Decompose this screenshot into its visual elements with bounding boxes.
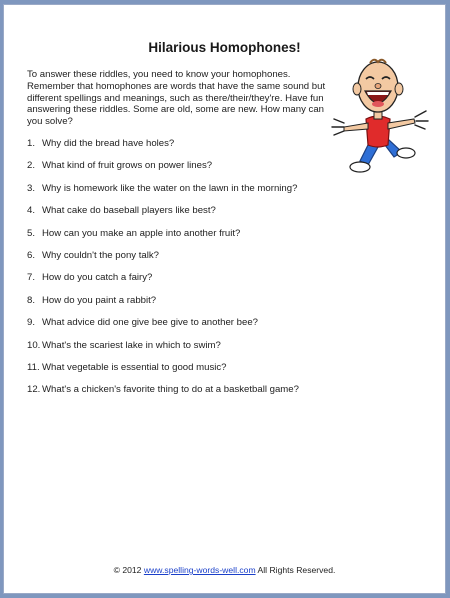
riddle-text: What vegetable is essential to good music? xyxy=(42,361,227,373)
riddle-number: 2. xyxy=(27,160,36,172)
riddle-number: 6. xyxy=(27,249,36,261)
riddle-list xyxy=(27,138,427,407)
riddle-item xyxy=(27,295,427,317)
riddle-item xyxy=(27,340,427,362)
riddle-text: What advice did one give bee give to another bee? xyxy=(42,317,259,329)
riddle-item xyxy=(27,272,427,294)
riddle-item xyxy=(27,138,427,160)
riddle-number: 10. xyxy=(27,339,41,351)
riddle-number: 3. xyxy=(27,182,36,194)
footer-rights: All Rights Reserved. xyxy=(255,565,336,575)
riddle-number: 1. xyxy=(27,138,36,149)
riddle-item xyxy=(27,160,427,182)
riddle-text: Why did the bread have holes? xyxy=(42,138,175,149)
footer xyxy=(4,565,445,575)
riddle-number: 9. xyxy=(27,317,36,329)
riddle-text: Why is homework like the water on the lawn in the morning? xyxy=(42,182,298,194)
riddle-item xyxy=(27,317,427,339)
riddle-text: How can you make an apple into another fruit? xyxy=(42,227,241,239)
riddle-number: 4. xyxy=(27,205,36,217)
riddle-number: 8. xyxy=(27,294,36,306)
riddle-text: What cake do baseball players like best? xyxy=(42,205,216,217)
footer-website-link[interactable]: www.spelling-words-well.com xyxy=(143,565,256,575)
riddle-number: 7. xyxy=(27,272,36,284)
riddle-item xyxy=(27,250,427,272)
riddle-number: 11. xyxy=(27,361,40,373)
page-title: Hilarious Homophones! xyxy=(148,40,301,55)
riddle-text: What's the scariest lake in which to swim? xyxy=(42,339,221,351)
riddle-text: How do you paint a rabbit? xyxy=(42,294,157,306)
intro-paragraph: To answer these riddles, you need to know your homophones. Remember that homophones are words that have the same sound but different spellings and meanings, such as there/their/they're. Have fun answering these riddles. Some are old, some are new. How many can you solve? xyxy=(27,69,326,128)
riddle-text: What's a chicken's favorite thing to do at a basketball game? xyxy=(42,384,299,396)
worksheet-page xyxy=(3,4,446,594)
riddle-item xyxy=(27,183,427,205)
riddle-text: How do you catch a fairy? xyxy=(42,272,153,284)
riddle-text: What kind of fruit grows on power lines? xyxy=(42,160,213,172)
riddle-text: Why couldn't the pony talk? xyxy=(42,249,160,261)
riddle-item xyxy=(27,228,427,250)
footer-copyright: © 2012 xyxy=(113,565,144,575)
riddle-number: 12. xyxy=(27,384,41,396)
riddle-item xyxy=(27,384,427,406)
riddle-item xyxy=(27,205,427,227)
riddle-number: 5. xyxy=(27,227,36,239)
riddle-item xyxy=(27,362,427,384)
